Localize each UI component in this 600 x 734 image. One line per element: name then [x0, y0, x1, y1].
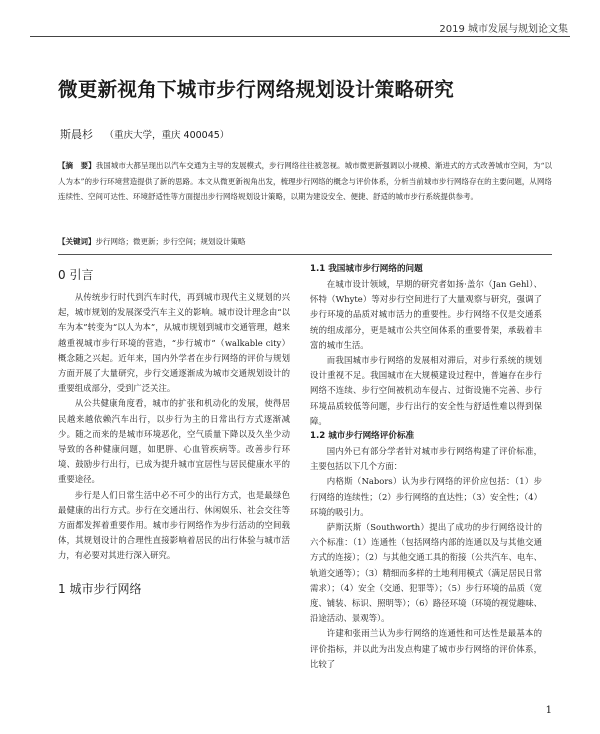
body-paragraph: 而我国城市步行网络的发展相对滞后，对步行系统的规划设计重视不足。我国城市在大规模建设过程中，普遍存在步行网络不连续、步行空间被机动车侵占、过街设施不完善、步行环境品质较低等问题，步行出行的安全性与舒适性难以得到保障。	[310, 355, 542, 426]
intro-paragraph: 从传统步行时代到汽车时代，再到城市现代主义规划的兴起，城市规划的发展深受汽车主义的影响。城市设计理念由“以车为本”转变为“以人为本”，从城市规划到城市交通管理，越来越重视城市步行环境的营造，“步行城市”（walkable city）概念随之兴起。近年来，国内外学者在步行网络的评价与规划方面开展了大量研究，步行交通逐渐成为城市交通规划设计的重要组成部分，受到广泛关注。	[58, 292, 290, 394]
abstract-label: 【摘 要】	[58, 161, 96, 170]
header-rule	[30, 36, 570, 37]
abstract	[58, 158, 552, 205]
author-line	[60, 126, 229, 142]
body-paragraph: 在城市设计领域，早期的研究者如扬·盖尔（Jan Gehl）、怀特（Whyte）等对步行空间进行了大量观察与研究，强调了步行环境的品质对城市活力的重要性。步行网络不仅是交通系统的组成部分，更是城市公共空间体系的重要骨架，承载着丰富的城市生活。	[310, 279, 542, 350]
subsection-heading-1-1: 1.1 我国城市步行网络的问题	[310, 264, 423, 274]
abstract-rule	[58, 254, 552, 255]
keywords-label: 【关键词】	[58, 237, 96, 246]
author-affiliation: （重庆大学，重庆 400045）	[104, 130, 230, 141]
body-paragraph: 内格斯（Nabors）认为步行网络的评价应包括：（1）步行网络的连续性；（2）步行网络的直达性；（3）安全性；（4）环境的吸引力。	[310, 476, 542, 517]
page-number: 1	[545, 705, 552, 716]
left-column	[58, 262, 290, 604]
subsection-heading-1-2: 1.2 城市步行网络评价标准	[310, 431, 415, 442]
right-column	[310, 262, 542, 672]
section-heading-intro: 0 引言	[58, 268, 94, 282]
abstract-text: 我国城市大都呈现出以汽车交通为主导的发展模式，步行网络往往被忽视。城市微更新强调以小规模、渐进式的方式改善城市空间，为“以人为本”的步行环境营造提供了新的思路。本文从微更新视角出发，梳理步行网络的概念与评价体系，分析当前城市步行网络存在的主要问题，从网络连续性、空间可达性、环境舒适性等方面提出步行网络规划设计策略，以期为建设安全、便捷、舒适的城市步行系统提供参考。	[58, 161, 553, 201]
keywords	[58, 234, 552, 250]
author-name: 斯晨杉	[60, 128, 93, 141]
paper-title: 微更新视角下城市步行网络规划设计策略研究	[58, 78, 455, 101]
body-paragraph: 萨斯沃斯（Southworth）提出了成功的步行网络设计的六个标准：（1）连通性（包括网络内部的连通以及与其他交通方式的连接）；（2）与其他交通工具的衔接（公共汽车、电车、轨道交通等）；（3）精细而多样的土地利用模式（满足居民日常需求）；（4）安全（交通、犯罪等）；（5）步行环境的品质（宽度、铺装、标识、照明等）；（6）路径环境（环境的视觉趣味、沿途活动、景观等）。	[310, 522, 542, 624]
body-paragraph: 许建和张雨兰认为步行网络的连通性和可达性是最基本的评价指标，并以此为出发点构建了城市步行网络的评价体系，比较了	[310, 628, 542, 669]
keywords-text: 步行网络；微更新；步行空间；规划设计策略	[95, 237, 246, 246]
intro-paragraph: 从公共健康角度看，城市的扩张和机动化的发展，使得居民越来越依赖汽车出行，以步行为主的日常出行方式逐渐减少。随之而来的是城市环境恶化，空气质量下降以及久坐少动导致的各种健康问题，如肥胖、心血管疾病等。改善步行环境、鼓励步行出行，已成为提升城市宜居性与居民健康水平的重要途径。	[58, 398, 290, 485]
intro-paragraph: 步行是人们日常生活中必不可少的出行方式，也是最绿色最健康的出行方式。步行在交通出行、休闲娱乐、社会交往等方面都发挥着重要作用。城市步行网络作为步行活动的空间载体，其规划设计的合理性直接影响着居民的出行体验与城市活力，有必要对其进行深入研究。	[58, 489, 290, 561]
body-paragraph: 国内外已有部分学者针对城市步行网络构建了评价标准，主要包括以下几个方面：	[310, 446, 542, 472]
section-heading-1: 1 城市步行网络	[58, 581, 142, 596]
running-head: 2019 城市发展与规划论文集	[439, 24, 568, 35]
